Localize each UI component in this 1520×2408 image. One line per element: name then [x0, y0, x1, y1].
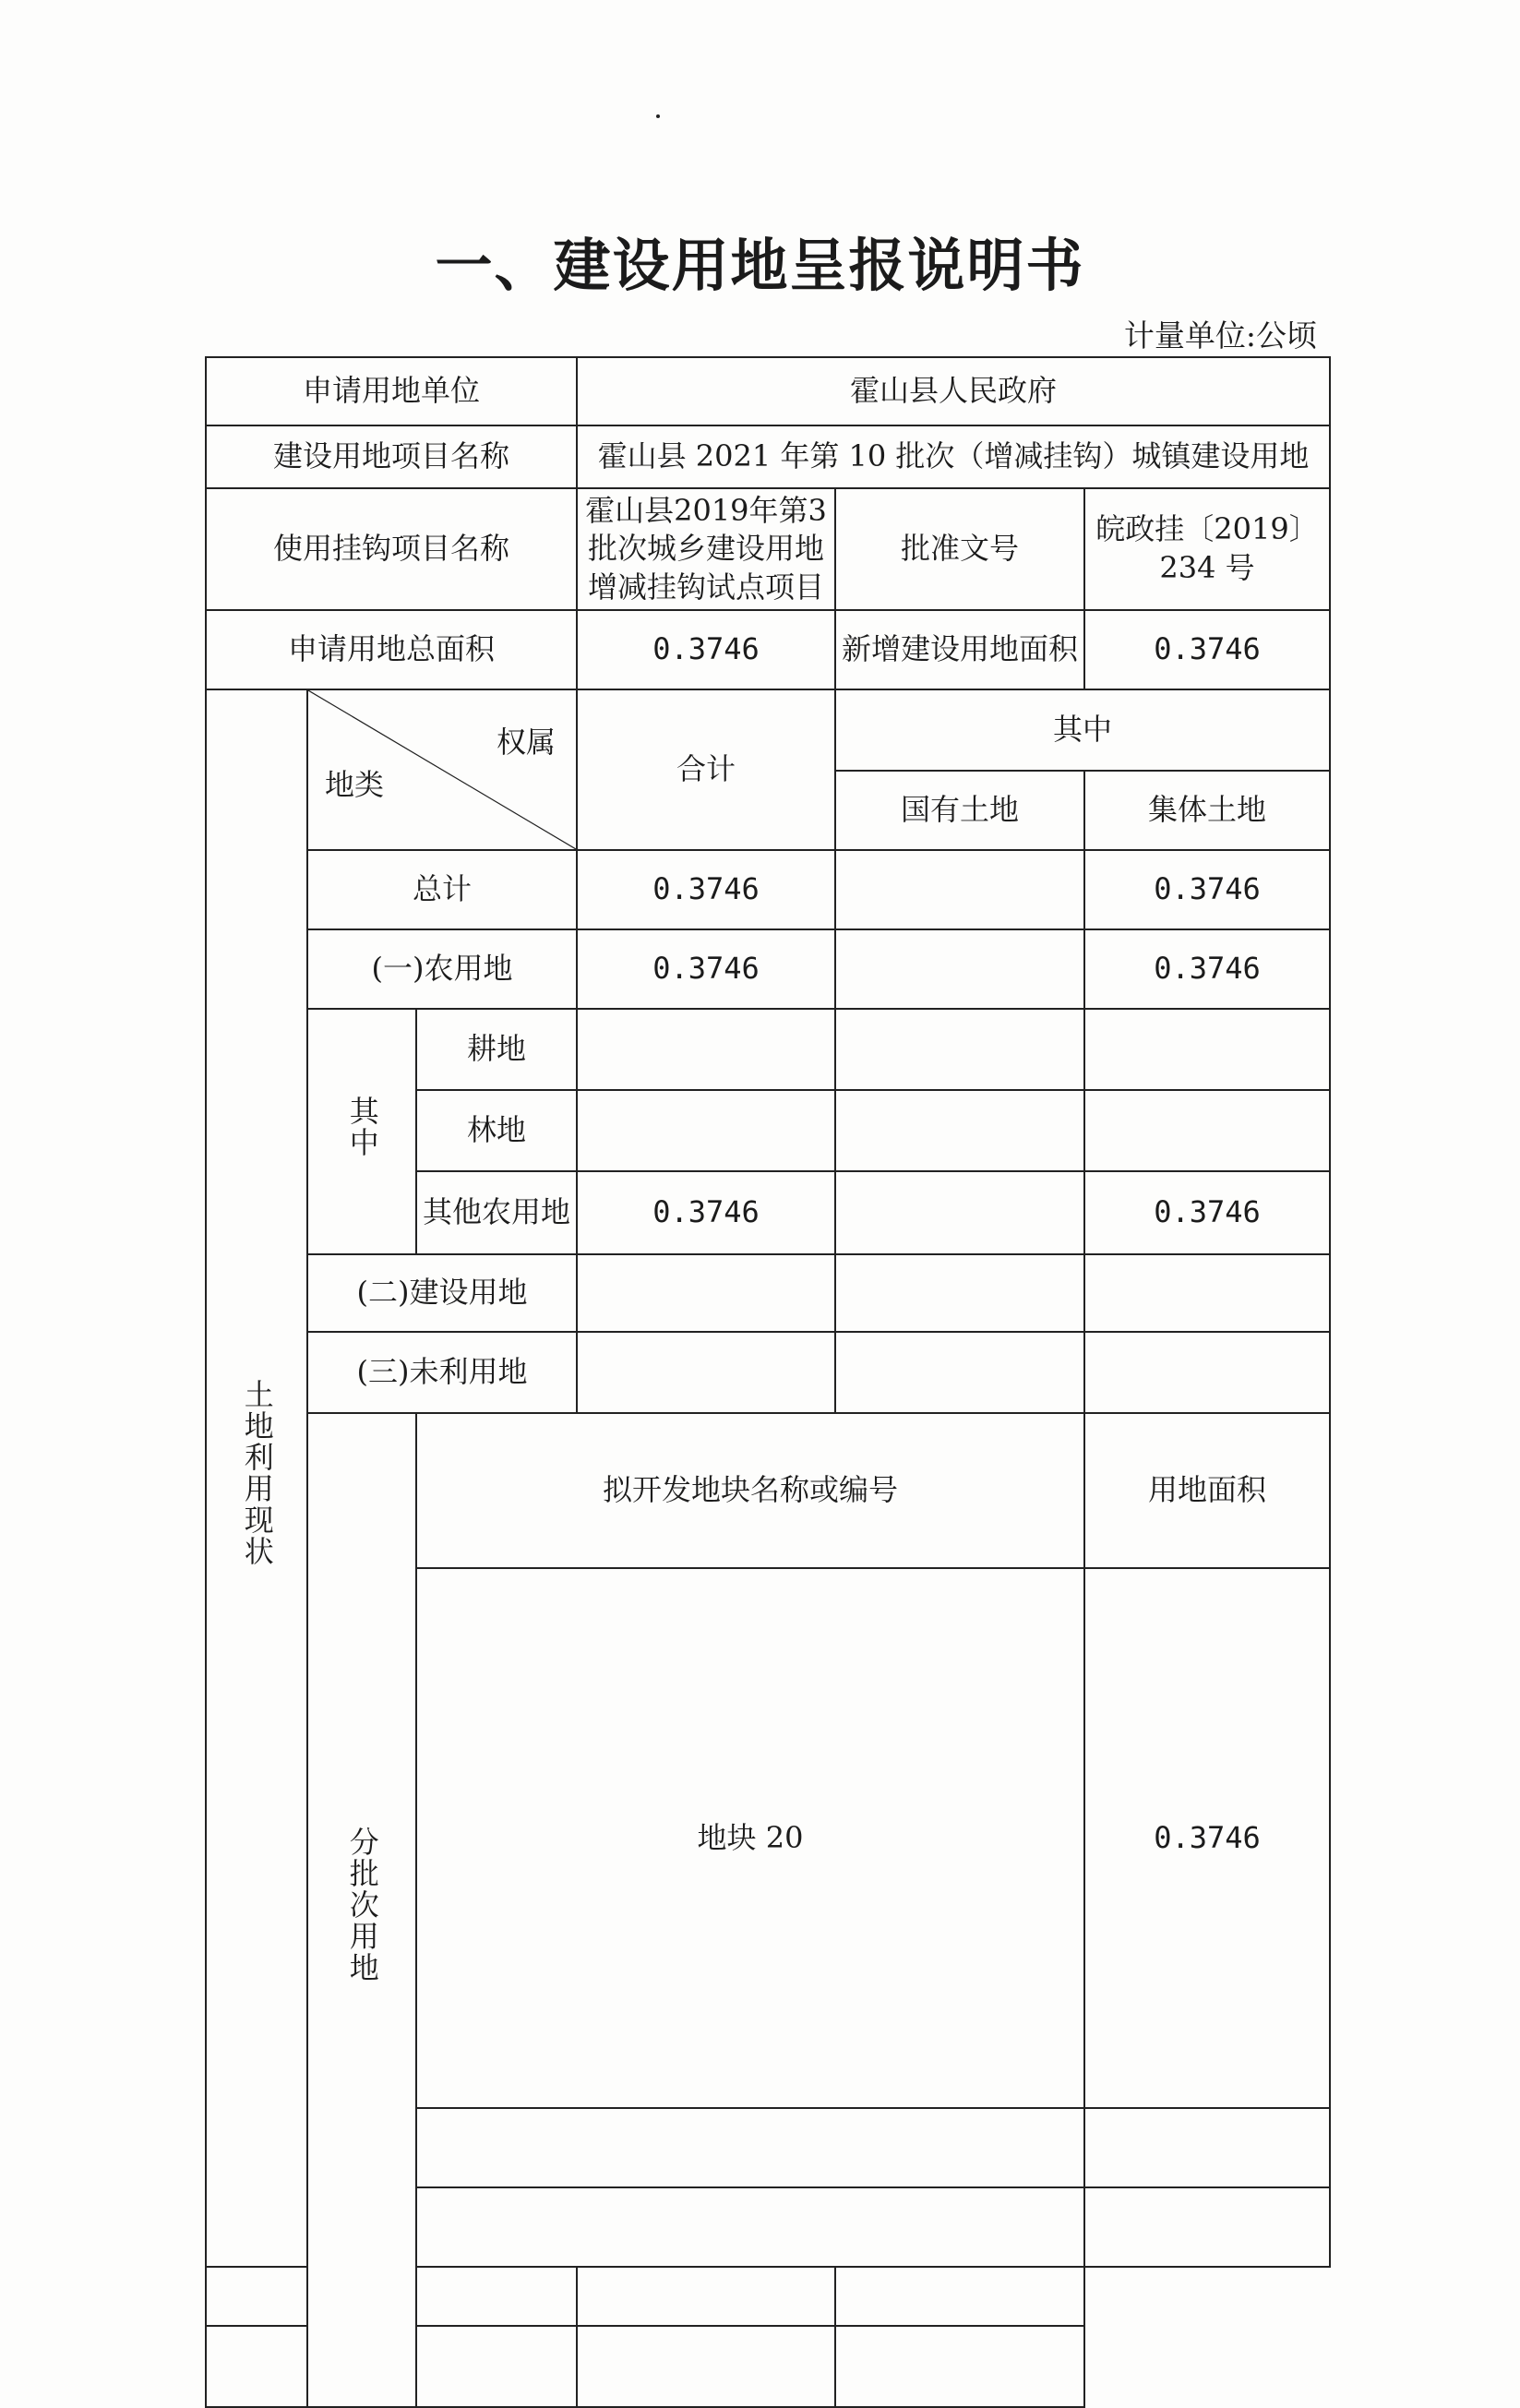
- total-label: 总计: [307, 850, 577, 929]
- total-state: [835, 850, 1084, 929]
- unused-sum: [577, 1332, 835, 1413]
- total-area-value: 0.3746: [577, 610, 835, 689]
- agri-collective: 0.3746: [1084, 929, 1330, 1009]
- unused-state: [835, 1332, 1084, 1413]
- unused-label: (三)未利用地: [307, 1332, 577, 1413]
- sum-header: 合计: [577, 689, 835, 850]
- plot-area-header: 用地面积: [1084, 1413, 1330, 1568]
- other-agri-sum: 0.3746: [577, 1171, 835, 1254]
- plot-name: [206, 2267, 577, 2326]
- forest-label: 林地: [416, 1090, 577, 1171]
- linked-project-label: 使用挂钩项目名称: [206, 488, 577, 610]
- total-area-row: [206, 610, 1330, 689]
- other-agri-collective: 0.3746: [1084, 1171, 1330, 1254]
- plot-area: [577, 2326, 835, 2407]
- forest-state: [835, 1090, 1084, 1171]
- plot-name: [206, 2326, 577, 2407]
- among-sub-label: 其中: [307, 1009, 416, 1254]
- plot-name: 地块 20: [416, 1568, 1084, 2107]
- batch-header-row: [206, 1413, 1330, 1568]
- table-row: [206, 2326, 1330, 2407]
- new-area-value: 0.3746: [1084, 610, 1330, 689]
- plot-area: [577, 2267, 835, 2326]
- project-name-value: 霍山县 2021 年第 10 批次（增减挂钩）城镇建设用地: [577, 425, 1330, 488]
- linked-project-value: 霍山县2019年第3批次城乡建设用地增减挂钩试点项目: [577, 488, 835, 610]
- construction-label: (二)建设用地: [307, 1254, 577, 1332]
- construction-sum: [577, 1254, 835, 1332]
- land-status-header-row-1: [206, 689, 1330, 771]
- total-collective: 0.3746: [1084, 850, 1330, 929]
- plot-area: [1084, 2187, 1330, 2267]
- project-name-row: [206, 425, 1330, 488]
- land-application-form: [205, 356, 1331, 2408]
- table-row: [206, 1332, 1330, 1413]
- ownership-header: 权属: [496, 725, 556, 760]
- other-agri-state: [835, 1171, 1084, 1254]
- plot-name: [416, 2187, 1084, 2267]
- land-status-section-label: 土地利用现状: [206, 689, 307, 2267]
- applicant-label: 申请用地单位: [206, 357, 577, 425]
- scan-speck: [656, 114, 660, 118]
- construction-state: [835, 1254, 1084, 1332]
- forest-collective: [1084, 1090, 1330, 1171]
- plot-area: [1084, 2108, 1330, 2187]
- arable-state: [835, 1009, 1084, 1090]
- forest-sum: [577, 1090, 835, 1171]
- arable-collective: [1084, 1009, 1330, 1090]
- plot-use: [835, 2267, 1084, 2326]
- linked-project-row: [206, 488, 1330, 610]
- table-row: [206, 1009, 1330, 1090]
- agri-sum: 0.3746: [577, 929, 835, 1009]
- arable-sum: [577, 1009, 835, 1090]
- agri-state: [835, 929, 1084, 1009]
- new-area-label: 新增建设用地面积: [835, 610, 1084, 689]
- measurement-unit: 计量单位:公顷: [1123, 317, 1317, 353]
- applicant-row: [206, 357, 1330, 425]
- table-row: [206, 1254, 1330, 1332]
- agri-label: (一)农用地: [307, 929, 577, 1009]
- table-row: [206, 2267, 1330, 2326]
- plot-area: 0.3746: [1084, 1568, 1330, 2107]
- total-sum: 0.3746: [577, 850, 835, 929]
- unused-collective: [1084, 1332, 1330, 1413]
- arable-label: 耕地: [416, 1009, 577, 1090]
- project-name-label: 建设用地项目名称: [206, 425, 577, 488]
- approval-number-label: 批准文号: [835, 488, 1084, 610]
- table-row: [206, 850, 1330, 929]
- plot-use: [835, 2326, 1084, 2407]
- collective-land-header: 集体土地: [1084, 771, 1330, 850]
- approval-number-value: 皖政挂〔2019〕234 号: [1084, 488, 1330, 610]
- total-area-label: 申请用地总面积: [206, 610, 577, 689]
- page-title: 一、建设用地呈报说明书: [435, 232, 1085, 299]
- batch-section-label: 分批次用地: [307, 1413, 416, 2407]
- plot-header: 拟开发地块名称或编号: [416, 1413, 1084, 1568]
- applicant-value: 霍山县人民政府: [577, 357, 1330, 425]
- state-land-header: 国有土地: [835, 771, 1084, 850]
- other-agri-label: 其他农用地: [416, 1171, 577, 1254]
- land-type-header: 地类: [325, 767, 385, 803]
- table-row: [206, 929, 1330, 1009]
- diagonal-header-cell: [307, 689, 577, 850]
- plot-name: [416, 2108, 1084, 2187]
- among-header: 其中: [835, 689, 1330, 771]
- construction-collective: [1084, 1254, 1330, 1332]
